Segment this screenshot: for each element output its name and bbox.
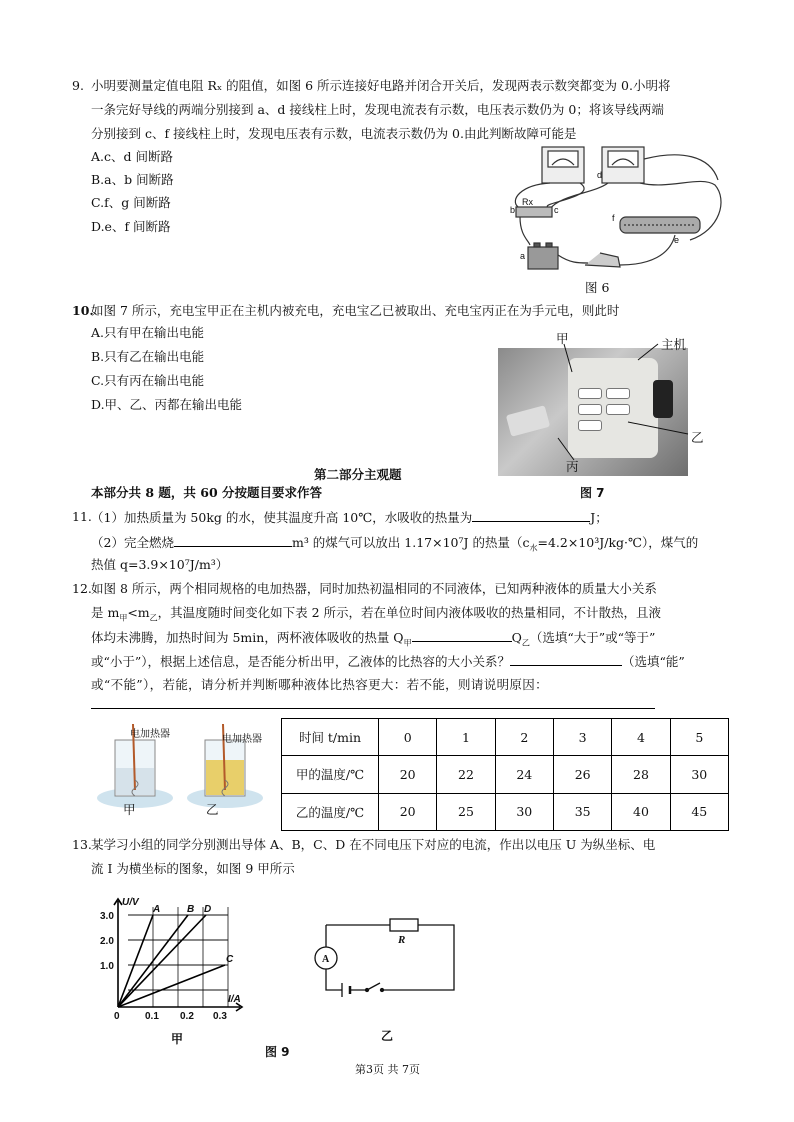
q12-line3-a: 体均未沸腾，加热时间为 5min，两杯液体吸收的热量 Q bbox=[91, 630, 404, 645]
figure-7-leaders bbox=[498, 330, 728, 480]
figure-6-circuit bbox=[500, 145, 730, 275]
page-footer: 第3页 共 7页 bbox=[355, 1063, 420, 1076]
q12-answer-line[interactable] bbox=[91, 708, 655, 709]
q12-answer-blank-2[interactable] bbox=[510, 652, 622, 666]
q12-line5: 或“不能”），若能，请分析并判断哪种液体比热容更大：若不能，则请说明原因： bbox=[91, 677, 548, 692]
table-cell: 3 bbox=[553, 719, 611, 756]
table-cell: 26 bbox=[553, 756, 611, 793]
graph-line-a bbox=[118, 915, 153, 1007]
q11-part3: 热值 q=3.9×10⁷J/m³） bbox=[91, 557, 229, 572]
table-cell: 30 bbox=[495, 793, 553, 830]
figure-7-caption: 图 7 bbox=[580, 486, 605, 500]
q12-temperature-table bbox=[281, 718, 729, 831]
q13-circuit bbox=[290, 905, 480, 1015]
table-cell: 4 bbox=[612, 719, 670, 756]
q9-number: 9. bbox=[72, 78, 84, 93]
fig7-label-jia: 甲 bbox=[556, 331, 569, 346]
table-cell: 25 bbox=[437, 793, 495, 830]
q12-line2-b: <m bbox=[127, 605, 150, 620]
q11-part1-text: （1）加热质量为 50kg 的水，使其温度升高 10℃，水吸收的热量为 bbox=[91, 510, 473, 525]
q12-line4-b: （选填“能” bbox=[622, 654, 685, 669]
table-row bbox=[282, 719, 729, 756]
beaker-heater-label-1: 电加热器 bbox=[130, 729, 170, 740]
table-row bbox=[282, 793, 729, 830]
q10-option-b: B.只有乙在输出电能 bbox=[91, 349, 205, 364]
q11-part2 bbox=[91, 533, 698, 558]
q11-part2-text-b: m³ 的煤气可以放出 1.17×10⁷J 的热量（c bbox=[291, 535, 530, 550]
graph-xtick: 0.3 bbox=[213, 1011, 227, 1022]
table-cell: 24 bbox=[495, 756, 553, 793]
beaker-label-jia: 甲 bbox=[123, 802, 136, 817]
q11-answer-blank-1[interactable] bbox=[472, 508, 590, 522]
q13-line1: 某学习小组的同学分别测出导体 A、B，C、D 在不同电压下对应的电流，作出以电压 U 为纵坐标、电 bbox=[91, 837, 656, 852]
q12-number: 12. bbox=[72, 581, 92, 596]
figure-9-caption: 图 9 bbox=[265, 1045, 290, 1059]
q12-line2-c: ，其温度随时间变化如下表 2 所示，若在单位时间内液体吸收的热量相同，不计散热，且液 bbox=[157, 605, 662, 620]
q12-line2-a: 是 m bbox=[91, 605, 120, 620]
q12-sub-yi: 乙 bbox=[149, 613, 158, 623]
q9-stem-line2: 一条完好导线的两端分别接到 a、d 接线柱上时，发现电流表有示数，电压表示数仍为 0；将该导线两端 bbox=[91, 102, 664, 117]
q12-line3-b: Q bbox=[511, 630, 522, 645]
graph-xtick: 0.2 bbox=[180, 1011, 194, 1022]
graph-line-label: B bbox=[187, 904, 195, 915]
q9-stem-line1: 小明要测量定值电阻 Rₓ 的阻值，如图 6 所示连接好电路并闭合开关后，发现两表示数突都变为 0.小明将 bbox=[91, 78, 671, 93]
table-cell: 20 bbox=[379, 756, 437, 793]
graph-x-label: I/A bbox=[228, 994, 241, 1005]
q9-option-c: C.f、g 间断路 bbox=[91, 195, 171, 210]
beaker-heater-label-2: 电加热器 bbox=[222, 734, 262, 745]
q11-answer-blank-2[interactable] bbox=[174, 533, 292, 547]
graph-line-label: C bbox=[226, 954, 234, 965]
q10-number: 10. bbox=[72, 303, 94, 318]
graph-ytick: 1.0 bbox=[100, 961, 114, 972]
q13-number: 13. bbox=[72, 837, 92, 852]
table-cell: 1 bbox=[437, 719, 495, 756]
q10-stem: 如图 7 所示，充电宝甲正在主机内被充电，充电宝乙已被取出、充电宝丙正在为手元电，则此时 bbox=[91, 303, 620, 318]
fig7-label-bing: 丙 bbox=[566, 459, 579, 474]
table-row-label: 甲的温度/℃ bbox=[282, 756, 379, 793]
q12-line4 bbox=[91, 652, 685, 671]
q13-ui-graph bbox=[100, 895, 250, 1025]
table-cell: 40 bbox=[612, 793, 670, 830]
graph-line-label: D bbox=[204, 904, 212, 915]
graph-xtick: 0 bbox=[114, 1011, 120, 1022]
circuit-sub-caption: 乙 bbox=[381, 1029, 394, 1043]
q11-part2-text-c: =4.2×10³J/kg·℃），煤气的 bbox=[537, 535, 699, 550]
q12-sub-jia-2: 甲 bbox=[403, 638, 412, 648]
q12-line3 bbox=[91, 628, 655, 653]
table-row-label: 时间 t/min bbox=[282, 719, 379, 756]
table-cell: 5 bbox=[670, 719, 728, 756]
table-cell: 45 bbox=[670, 793, 728, 830]
figure-6-caption: 图 6 bbox=[585, 280, 610, 295]
table-cell: 35 bbox=[553, 793, 611, 830]
fig6-label-d: d bbox=[597, 170, 603, 180]
q12-line3-c: （选填“大于”或“等于” bbox=[529, 630, 656, 645]
part2-title: 第二部分主观题 bbox=[314, 467, 402, 482]
table-cell: 0 bbox=[379, 719, 437, 756]
q12-line2 bbox=[91, 604, 661, 628]
q12-sub-yi-2: 乙 bbox=[521, 638, 530, 648]
q11-number: 11. bbox=[72, 509, 92, 524]
q11-part1-unit: J； bbox=[590, 510, 608, 525]
q13-line2: 流 I 为横坐标的图象，如图 9 甲所示 bbox=[91, 861, 295, 876]
fig6-label-f: f bbox=[612, 213, 615, 223]
fig6-label-rx: Rx bbox=[522, 197, 533, 207]
table-row bbox=[282, 756, 729, 793]
circuit-ammeter-label: A bbox=[322, 954, 330, 965]
graph-line-d bbox=[118, 915, 206, 1007]
table-cell: 22 bbox=[437, 756, 495, 793]
graph-ytick: 3.0 bbox=[100, 911, 114, 922]
graph-xtick: 0.1 bbox=[145, 1011, 159, 1022]
graph-line-label: A bbox=[153, 904, 161, 915]
q9-option-b: B.a、b 间断路 bbox=[91, 172, 174, 187]
fig6-label-a: a bbox=[520, 251, 526, 261]
q11-part1 bbox=[91, 508, 608, 527]
table-cell: 28 bbox=[612, 756, 670, 793]
beaker-label-yi: 乙 bbox=[206, 802, 219, 817]
fig6-label-b: b bbox=[510, 205, 516, 215]
q10-option-a: A.只有甲在输出电能 bbox=[91, 325, 205, 340]
table-cell: 30 bbox=[670, 756, 728, 793]
table-row-label: 乙的温度/℃ bbox=[282, 793, 379, 830]
table-cell: 20 bbox=[379, 793, 437, 830]
q10-option-c: C.只有丙在输出电能 bbox=[91, 373, 205, 388]
fig7-label-host: 主机 bbox=[661, 337, 687, 352]
graph-sub-caption: 甲 bbox=[171, 1032, 184, 1046]
q12-sub-jia: 甲 bbox=[119, 613, 128, 623]
table-cell: 2 bbox=[495, 719, 553, 756]
fig7-label-yi: 乙 bbox=[691, 430, 704, 445]
q12-line4-a: 或“小于”），根据上述信息，是否能分析出甲，乙液体的比热容的大小关系？ bbox=[91, 654, 511, 669]
fig6-label-c: c bbox=[554, 205, 559, 215]
q11-part2-sub: 水 bbox=[529, 543, 538, 553]
q10-option-d: D.甲、乙、丙都在输出电能 bbox=[91, 397, 243, 412]
graph-ytick: 2.0 bbox=[100, 936, 114, 947]
q9-option-d: D.e、f 间断路 bbox=[91, 219, 171, 234]
circuit-resistor-label: R bbox=[398, 934, 406, 946]
q12-line1: 如图 8 所示，两个相同规格的电加热器，同时加热初温相同的不同液体，已知两种液体的质量大小关系 bbox=[91, 581, 657, 596]
fig6-label-e: e bbox=[674, 235, 680, 245]
part2-description: 本部分共 8 题，共 60 分按题目要求作答 bbox=[91, 485, 323, 500]
q9-stem-line3: 分别接到 c、f 接线柱上时，发现电压表有示数，电流表示数仍为 0.由此判断故障可能是 bbox=[91, 126, 577, 141]
q12-answer-blank-1[interactable] bbox=[412, 628, 512, 642]
q11-part2-text-a: （2）完全燃烧 bbox=[91, 535, 174, 550]
q9-option-a: A.c、d 间断路 bbox=[91, 149, 173, 164]
graph-y-label: U/V bbox=[122, 897, 139, 908]
